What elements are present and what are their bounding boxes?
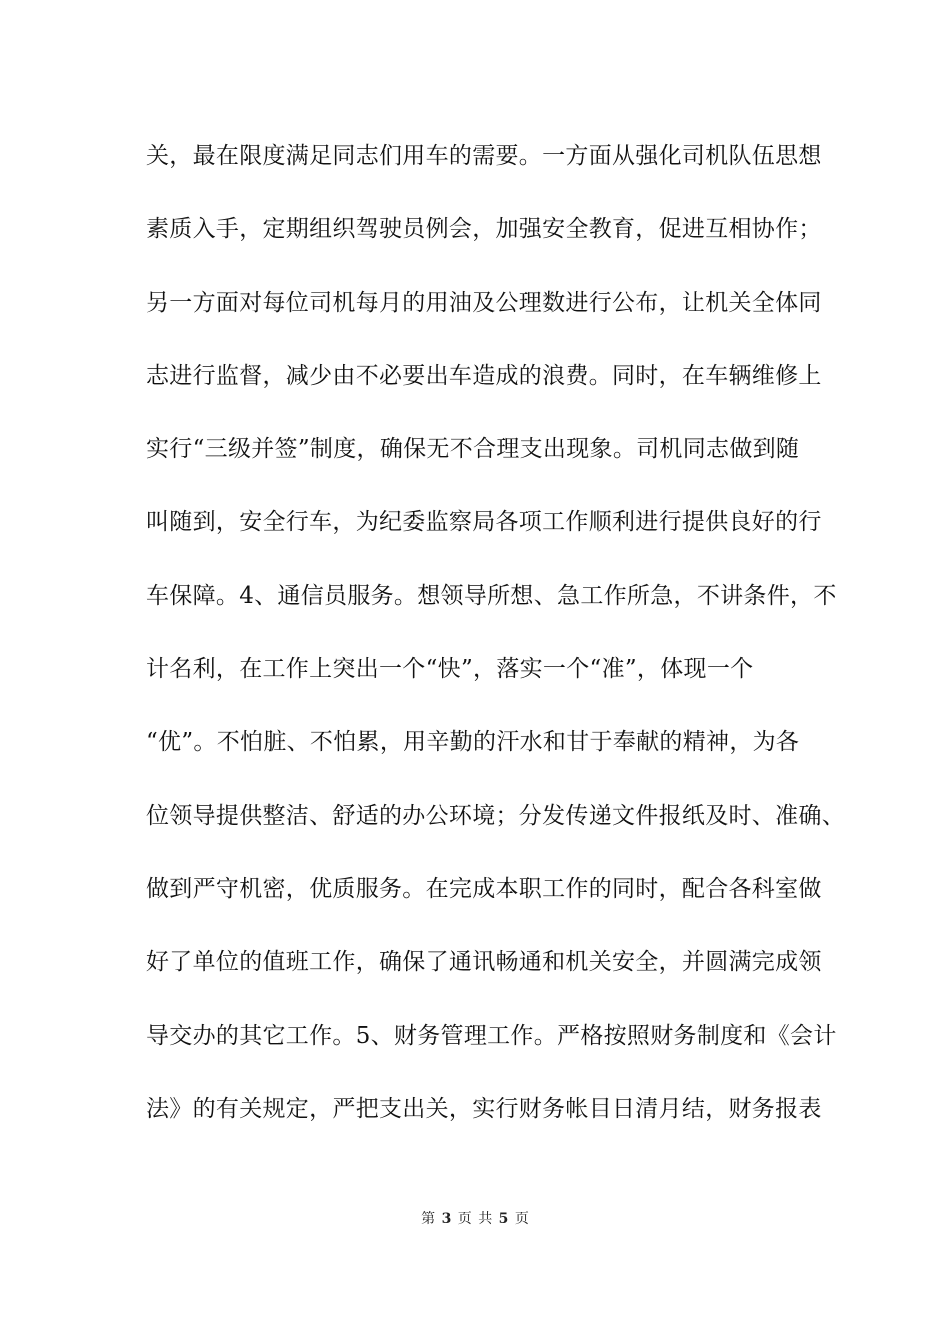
footer-suffix: 页 — [514, 1211, 529, 1227]
text-line: 做到严守机密，优质服务。在完成本职工作的同时，配合各科室做 — [146, 875, 822, 902]
text-line: “优”。不怕脏、不怕累，用辛勤的汗水和甘于奉献的精神，为各 — [146, 729, 800, 756]
footer-total-prefix: 共 — [478, 1211, 493, 1227]
total-pages-number: 5 — [498, 1211, 509, 1227]
text-line: 实行“三级并签”制度，确保无不合理支出现象。司机同志做到随 — [146, 436, 800, 463]
text-line: 计名利，在工作上突出一个“快”，落实一个“准”，体现一个 — [146, 656, 754, 683]
text-line: 好了单位的值班工作，确保了通讯畅通和机关安全，并圆满完成领 — [146, 949, 822, 976]
page-footer — [0, 1208, 950, 1228]
text-line: 位领导提供整洁、舒适的办公环境；分发传递文件报纸及时、准确、 — [146, 802, 845, 829]
footer-page-word: 页 — [457, 1211, 472, 1227]
text-line: 法》的有关规定，严把支出关，实行财务帐目日清月结，财务报表 — [146, 1095, 822, 1122]
text-line: 叫随到，安全行车，为纪委监察局各项工作顺利进行提供良好的行 — [146, 509, 822, 536]
text-line: 车保障。4、通信员服务。想领导所想、急工作所急，不讲条件，不 — [146, 582, 837, 609]
text-line: 素质入手，定期组织驾驶员例会，加强安全教育，促进互相协作； — [146, 216, 822, 243]
text-line: 导交办的其它工作。5、财务管理工作。严格按照财务制度和《会计 — [146, 1022, 837, 1049]
body-text — [146, 134, 845, 1160]
text-line: 关，最在限度满足同志们用车的需要。一方面从强化司机队伍思想 — [146, 143, 822, 169]
text-line: 志进行监督，减少由不必要出车造成的浪费。同时，在车辆维修上 — [146, 362, 822, 389]
text-line: 另一方面对每位司机每月的用油及公理数进行公布，让机关全体同 — [146, 289, 822, 316]
footer-prefix: 第 — [421, 1211, 436, 1227]
current-page-number: 3 — [441, 1211, 452, 1227]
